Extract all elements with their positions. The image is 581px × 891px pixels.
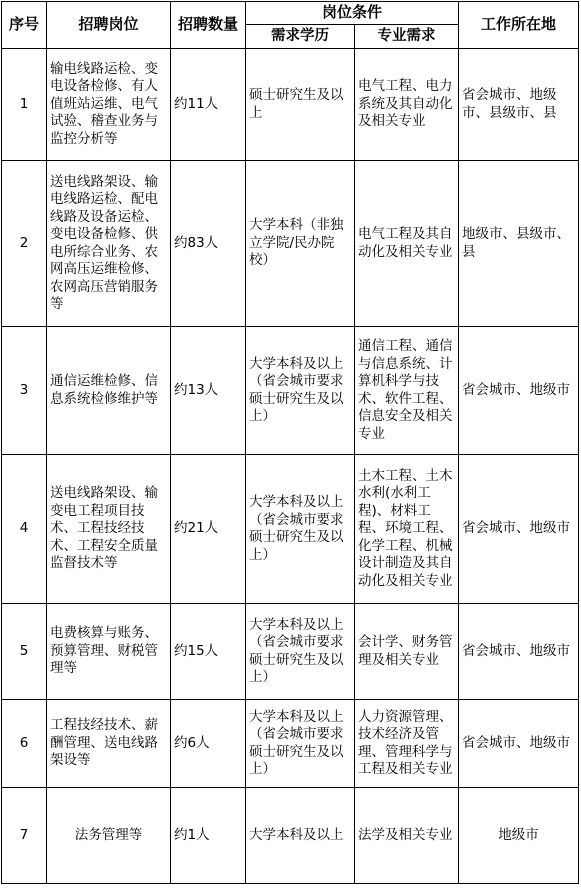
header-row <box>2 2 579 25</box>
row-count: 约1人 <box>171 788 246 884</box>
row-index: 5 <box>2 604 47 700</box>
row-education: 大学本科及以上（省会城市要求硕士研究生及以上） <box>246 604 355 700</box>
row-position: 法务管理等 <box>47 788 171 884</box>
row-location: 地级市 <box>459 788 579 884</box>
row-major: 土木工程、土木水利(水利工程)、材料工程、环境工程、化学工程、机械设计制造及其自动化及相关专业 <box>355 455 459 604</box>
row-index: 3 <box>2 327 47 455</box>
row-location: 省会城市、地级市 <box>459 700 579 788</box>
row-education: 大学本科及以上（省会城市要求硕士研究生及以上） <box>246 455 355 604</box>
table-row <box>2 327 579 455</box>
row-education: 大学本科（非独立学院/民办院校） <box>246 161 355 327</box>
row-index: 7 <box>2 788 47 884</box>
row-location: 省会城市、地级市、县级市、县 <box>459 49 579 161</box>
row-position: 工程技经技术、薪酬管理、送电线路架设等 <box>47 700 171 788</box>
row-position: 送电线路架设、输电线路运检、配电线路及设备运检、变电设备检修、供电所综合业务、农网高压运维检修、农网高压营销服务等 <box>47 161 171 327</box>
header-education: 需求学历 <box>246 25 355 49</box>
row-count: 约13人 <box>171 327 246 455</box>
table-row <box>2 788 579 884</box>
row-index: 1 <box>2 49 47 161</box>
row-major: 法学及相关专业 <box>355 788 459 884</box>
header-position: 招聘岗位 <box>47 2 171 49</box>
row-position: 电费核算与账务、预算管理、财税管理等 <box>47 604 171 700</box>
row-major: 通信工程、通信与信息系统、计算机科学与技术、软件工程、信息安全及相关专业 <box>355 327 459 455</box>
row-index: 6 <box>2 700 47 788</box>
header-count: 招聘数量 <box>171 2 246 49</box>
row-location: 地级市、县级市、县 <box>459 161 579 327</box>
row-major: 会计学、财务管理及相关专业 <box>355 604 459 700</box>
table-row <box>2 49 579 161</box>
header-location: 工作所在地 <box>459 2 579 49</box>
row-location: 省会城市、地级市 <box>459 604 579 700</box>
table-row <box>2 161 579 327</box>
header-conditions: 岗位条件 <box>246 2 459 25</box>
row-count: 约83人 <box>171 161 246 327</box>
table-row <box>2 604 579 700</box>
row-major: 电气工程及其自动化及相关专业 <box>355 161 459 327</box>
header-major: 专业需求 <box>355 25 459 49</box>
row-count: 约21人 <box>171 455 246 604</box>
row-count: 约6人 <box>171 700 246 788</box>
row-position: 送电线路架设、输变电工程项目技术、工程技经技术、工程安全质量监督技术等 <box>47 455 171 604</box>
row-education: 硕士研究生及以上 <box>246 49 355 161</box>
header-index: 序号 <box>2 2 47 49</box>
row-position: 通信运维检修、信息系统检修维护等 <box>47 327 171 455</box>
row-location: 省会城市、地级市 <box>459 327 579 455</box>
row-position: 输电线路运检、变电设备检修、有人值班站运维、电气试验、稽查业务与监控分析等 <box>47 49 171 161</box>
row-education: 大学本科及以上 <box>246 788 355 884</box>
row-count: 约11人 <box>171 49 246 161</box>
row-index: 2 <box>2 161 47 327</box>
row-location: 省会城市、地级市 <box>459 455 579 604</box>
row-education: 大学本科及以上（省会城市要求硕士研究生及以上） <box>246 700 355 788</box>
row-major: 电气工程、电力系统及其自动化及相关专业 <box>355 49 459 161</box>
table-row <box>2 455 579 604</box>
recruitment-table <box>1 1 579 884</box>
row-major: 人力资源管理、技术经济及管理、管理科学与工程及相关专业 <box>355 700 459 788</box>
row-education: 大学本科及以上（省会城市要求硕士研究生及以上） <box>246 327 355 455</box>
table-row <box>2 700 579 788</box>
row-index: 4 <box>2 455 47 604</box>
row-count: 约15人 <box>171 604 246 700</box>
